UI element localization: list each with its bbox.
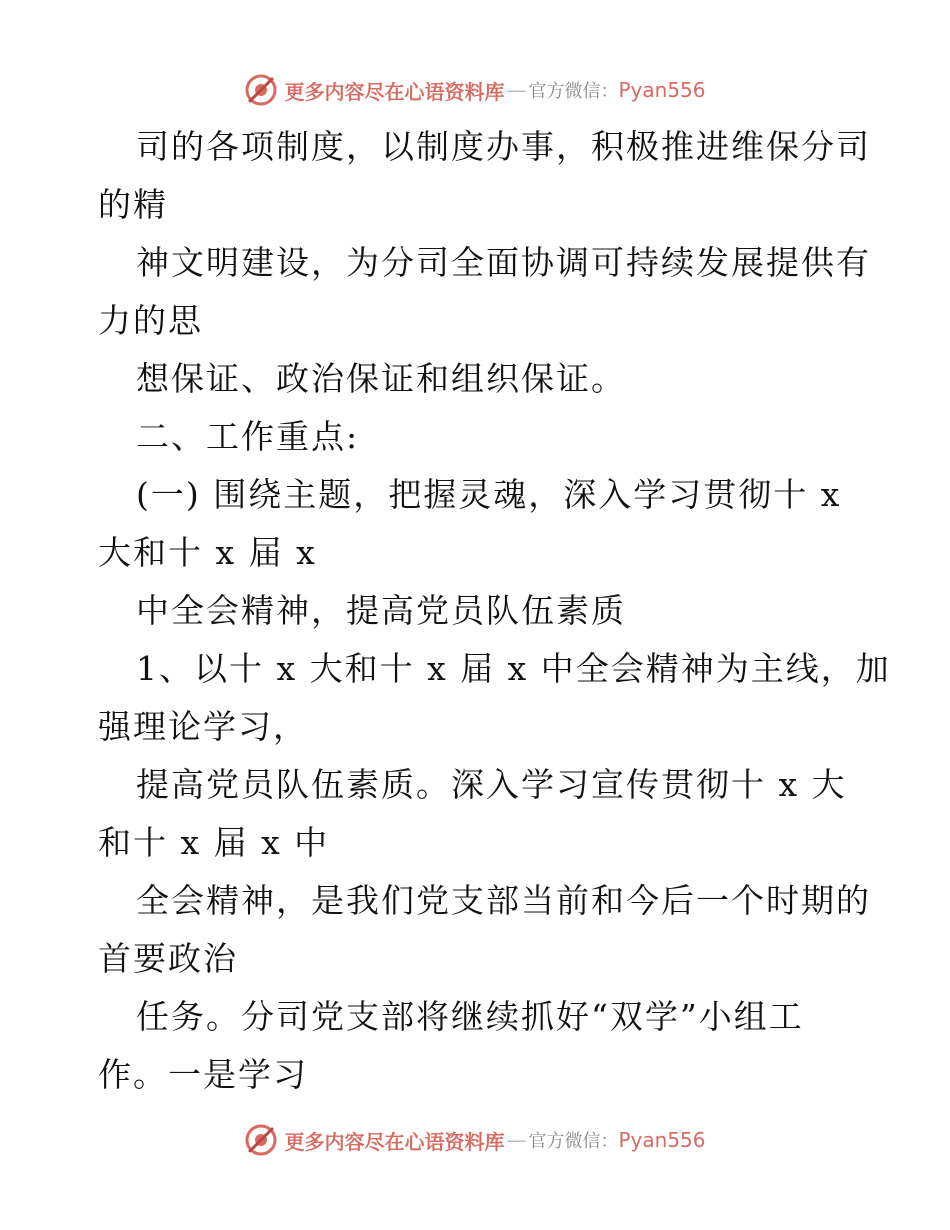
watermark-wechat-label: 官方微信：	[528, 1131, 619, 1152]
watermark-dash: —	[506, 1128, 527, 1152]
document-body	[98, 118, 891, 1104]
text-line: 力的思	[98, 301, 203, 340]
text-line: 大和十 x 届 x	[98, 533, 317, 572]
text-line: 任务。分司党支部将继续抓好“双学”小组工	[136, 997, 804, 1036]
text-line: 首要政治	[98, 939, 238, 978]
section-heading: 二、工作重点:	[136, 417, 360, 456]
header-watermark	[0, 70, 950, 110]
watermark-logo-icon	[244, 1123, 278, 1157]
text-line: 作。一是学习	[98, 1055, 308, 1094]
footer-watermark	[0, 1120, 950, 1160]
text-line: 全会精神，是我们党支部当前和今后一个时期的	[136, 881, 871, 920]
watermark-wechat-id: Pyan556	[618, 1128, 706, 1152]
text-line: 的精	[98, 185, 168, 224]
watermark-dash: —	[506, 78, 527, 102]
text-line: 司的各项制度，以制度办事，积极推进维保分司	[136, 127, 871, 166]
text-line: 和十 x 届 x 中	[98, 823, 330, 862]
watermark-title: 更多内容尽在心语资料库	[284, 1129, 505, 1154]
watermark-logo-icon	[244, 73, 278, 107]
watermark-wechat-label: 官方微信：	[528, 81, 619, 102]
subsection-heading: (一) 围绕主题，把握灵魂，深入学习贯彻十 x	[136, 475, 842, 514]
text-line: 中全会精神，提高党员队伍素质	[136, 591, 626, 630]
watermark-wechat-id: Pyan556	[618, 78, 706, 102]
text-line: 强理论学习，	[98, 707, 308, 746]
watermark-title: 更多内容尽在心语资料库	[284, 79, 505, 104]
text-line: 提高党员队伍素质。深入学习宣传贯彻十 x 大	[136, 765, 847, 804]
text-line: 神文明建设，为分司全面协调可持续发展提供有	[136, 243, 871, 282]
text-line: 想保证、政治保证和组织保证。	[136, 359, 626, 398]
text-line: 1、以十 x 大和十 x 届 x 中全会精神为主线，加	[136, 649, 891, 688]
